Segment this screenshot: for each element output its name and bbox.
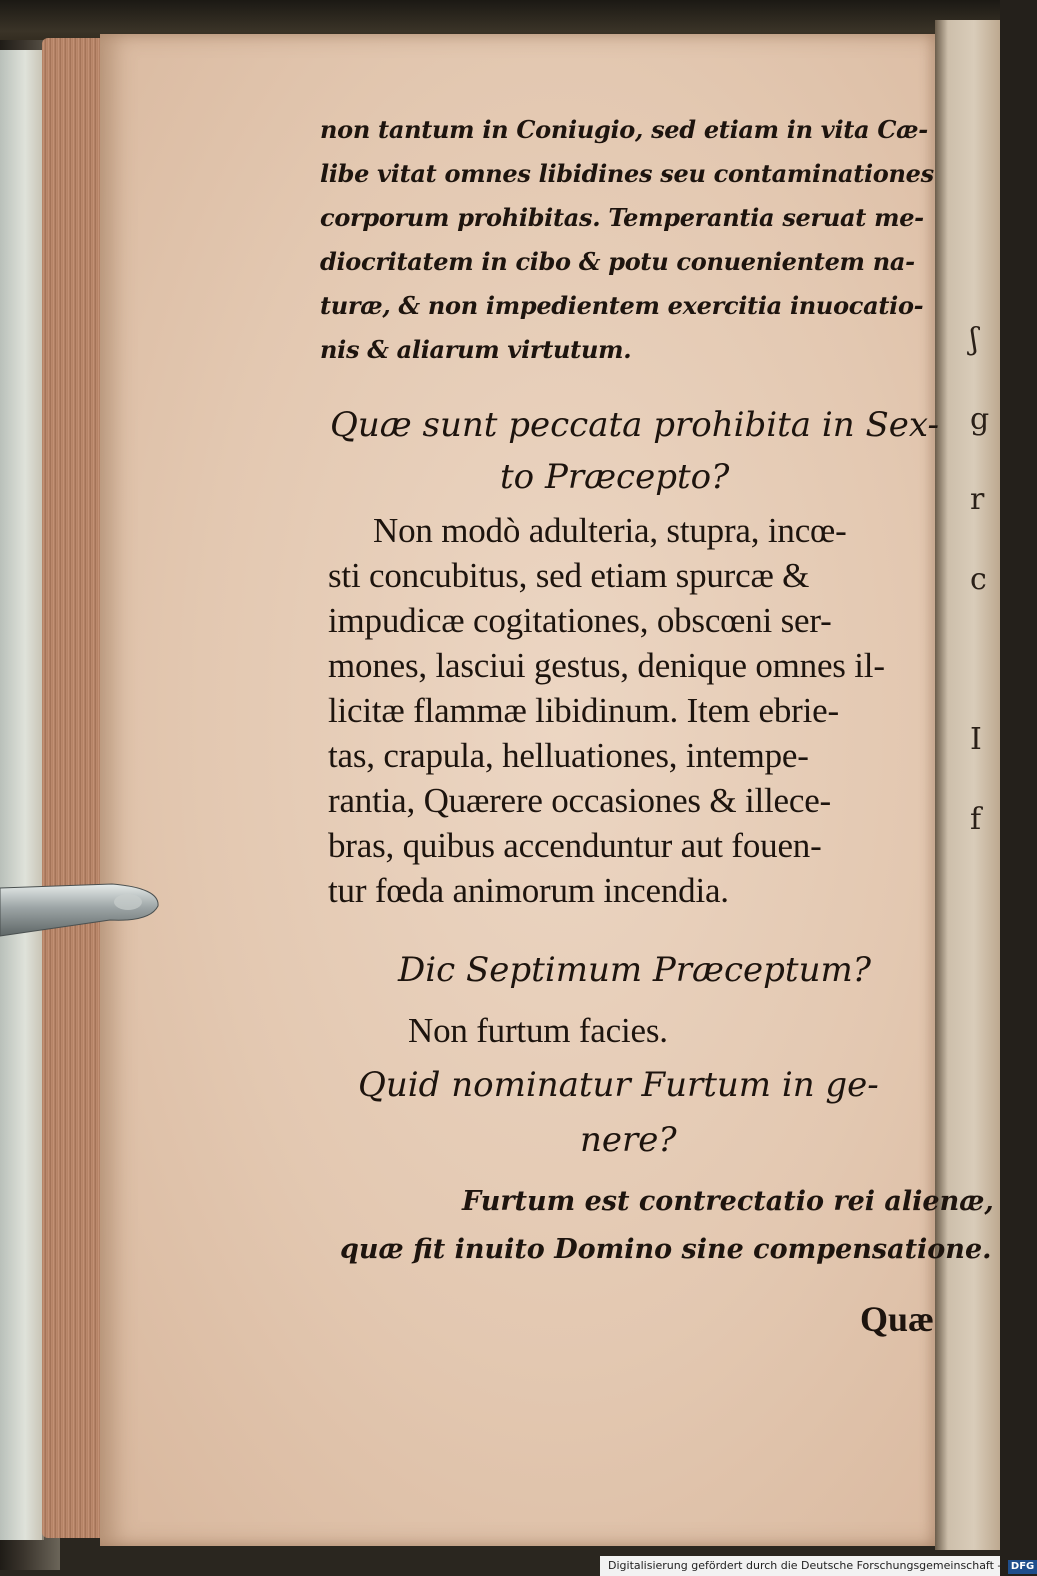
text-line: sti concubitus, sed etiam spurcæ &: [328, 556, 810, 595]
text-line: licitæ flammæ libidinum. Item ebrie-: [328, 691, 839, 730]
definition-line: quæ fit inuito Domino sine compensatione.: [340, 1234, 992, 1265]
text-line: impudicæ cogitationes, obscœni ser-: [328, 601, 832, 640]
question-heading: Dic Septimum Præceptum?: [398, 950, 871, 990]
text-line: mones, lasciui gestus, denique omnes il-: [328, 646, 885, 685]
text-line: Non modò adulteria, stupra, incœ-: [373, 511, 847, 550]
catchword: Quæ: [860, 1299, 935, 1339]
question-heading: Quæ sunt peccata prohibita in Sex-: [330, 405, 939, 445]
text-line: tur fœda animorum incendia.: [328, 871, 729, 910]
footer-text: Digitalisierung gefördert durch die Deutsche Forschungsgemeinschaft -: [608, 1559, 1002, 1572]
answer-paragraph: [328, 508, 885, 913]
digitization-footer: [600, 1556, 1035, 1576]
text-line: non tantum in Coniugio, sed etiam in vita Cæ-: [320, 115, 928, 144]
italic-paragraph: [320, 108, 934, 372]
text-line: corporum prohibitas. Temperantia seruat me-: [320, 203, 924, 232]
text-line: libe vitat omnes libidines seu contaminationes: [320, 159, 934, 188]
text-line: rantia, Quærere occasiones & illece-: [328, 781, 831, 820]
question-heading-cont: to Præcepto?: [500, 457, 730, 497]
definition-line: Furtum est contrectatio rei alienæ,: [462, 1186, 994, 1217]
dfg-logo: DFG: [1008, 1560, 1037, 1574]
pointer-knife: [0, 870, 160, 938]
facing-page-letters: ʃ g r c I f: [970, 322, 990, 837]
commandment-text: Non furtum facies.: [408, 1011, 668, 1050]
text-line: turæ, & non impedientem exercitia inuocatio-: [320, 291, 924, 320]
question-heading-cont: nere?: [580, 1120, 677, 1160]
question-heading: Quid nominatur Furtum in ge-: [358, 1065, 879, 1105]
page-edges: [42, 38, 108, 1538]
text-line: nis & aliarum virtutum.: [320, 335, 632, 364]
text-line: tas, crapula, helluationes, intempe-: [328, 736, 809, 775]
text-line: diocritatem in cibo & potu conuenientem na-: [320, 247, 915, 276]
text-line: bras, quibus accenduntur aut fouen-: [328, 826, 822, 865]
left-page-sliver: [0, 50, 44, 1540]
